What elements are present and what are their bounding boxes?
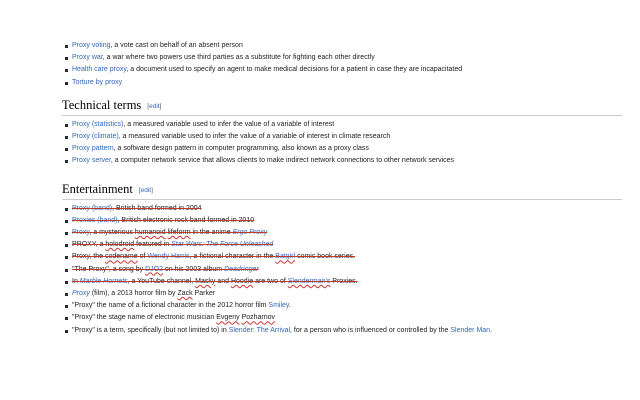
list-item bbox=[62, 40, 622, 52]
list-item bbox=[62, 64, 622, 76]
text-segment: , a mysterious bbox=[89, 229, 135, 237]
section-heading-technical bbox=[62, 98, 622, 116]
bullet-icon bbox=[65, 305, 68, 308]
misspelled-word: Masky bbox=[195, 277, 216, 285]
list-item bbox=[62, 276, 622, 288]
bullet-icon bbox=[65, 208, 68, 211]
list-item bbox=[62, 52, 622, 64]
text-segment: Proxy, the bbox=[72, 253, 105, 261]
text-segment: Parker bbox=[192, 290, 216, 298]
misspelled-word: humanoid bbox=[134, 229, 166, 237]
text-segment: , a fictional character in the bbox=[189, 253, 276, 261]
list-item-text: , a measured variable used to infer the value of a variable of interest bbox=[123, 120, 335, 128]
proxy-pattern-link[interactable]: Proxy pattern bbox=[72, 145, 114, 153]
bullet-icon bbox=[65, 69, 68, 72]
list-item bbox=[62, 312, 622, 324]
list-item bbox=[62, 325, 622, 337]
text-segment: , a YouTube channel, bbox=[127, 277, 196, 285]
slender-arrival-link[interactable]: Slender: The Arrival bbox=[228, 326, 291, 334]
list-item-text: , British electronic rock band formed in 2010 bbox=[117, 216, 255, 224]
bullet-icon bbox=[65, 220, 68, 223]
text-segment: "The Proxy", a song by bbox=[72, 265, 146, 273]
top-list bbox=[62, 40, 622, 89]
text-segment: PROXY, a bbox=[72, 241, 106, 249]
text-segment: "Proxy" the stage name of electronic musician bbox=[72, 314, 217, 322]
list-item bbox=[62, 155, 622, 167]
text-segment: in the anime bbox=[190, 229, 233, 237]
wendy-harris-link[interactable]: Wendy Harris bbox=[147, 253, 190, 261]
torture-by-proxy-link[interactable]: Torture by proxy bbox=[72, 78, 123, 86]
list-item bbox=[62, 143, 622, 155]
bullet-icon bbox=[65, 136, 68, 139]
technical-list bbox=[62, 119, 622, 168]
bullet-icon bbox=[65, 57, 68, 60]
text-segment: . bbox=[288, 302, 291, 310]
text-segment: , for a person who is influenced or controlled by the bbox=[290, 326, 451, 334]
misspelled-word: Pozharnov bbox=[241, 314, 276, 322]
bullet-icon bbox=[65, 256, 68, 259]
misspelled-word: holodroid bbox=[105, 241, 135, 249]
ergo-proxy-link[interactable]: Ergo Proxy bbox=[232, 229, 268, 237]
deadringer-link[interactable]: Deadringer bbox=[224, 265, 259, 273]
text-segment: In bbox=[72, 277, 80, 285]
bullet-icon bbox=[65, 269, 68, 272]
bullet-icon bbox=[65, 232, 68, 235]
heading-text: Technical terms bbox=[62, 97, 142, 112]
bullet-icon bbox=[65, 330, 68, 333]
bullet-icon bbox=[65, 82, 68, 85]
list-item-text: , a computer network service that allows clients to make indirect network connections to other network services bbox=[110, 157, 455, 165]
list-item bbox=[62, 203, 622, 215]
bullet-icon bbox=[65, 124, 68, 127]
heading-text: Entertainment bbox=[62, 181, 133, 196]
list-item-text: , a software design pattern in computer programming, also known as a proxy class bbox=[113, 145, 369, 153]
bullet-icon bbox=[65, 45, 68, 48]
proxy-film-link[interactable]: Proxy bbox=[72, 290, 90, 298]
list-item bbox=[62, 288, 622, 300]
text-segment: Proxies. bbox=[330, 277, 358, 285]
misspelled-word: Evgeny bbox=[216, 314, 240, 322]
text-segment: "Proxy" is a term, specifically (but not limited to) in bbox=[72, 326, 229, 334]
text-segment: . bbox=[490, 326, 493, 334]
proxy-server-link[interactable]: Proxy server bbox=[72, 157, 111, 165]
list-item bbox=[62, 119, 622, 131]
list-item-text: , a vote cast on behalf of an absent person bbox=[110, 42, 243, 49]
list-item bbox=[62, 131, 622, 143]
batgirl-link[interactable]: Batgirl bbox=[275, 253, 296, 261]
list-item-text: , a document used to specify an agent to make medical decisions for a patient in case they are incapacitated bbox=[126, 66, 463, 74]
smiley-link[interactable]: Smiley bbox=[268, 302, 289, 310]
djo2-link[interactable]: DJO2 bbox=[145, 265, 163, 273]
list-item bbox=[62, 215, 622, 227]
bullet-icon bbox=[65, 244, 68, 247]
edit-label[interactable]: edit bbox=[140, 186, 152, 194]
text-segment: on his 2003 album bbox=[162, 265, 225, 273]
list-item bbox=[62, 239, 622, 251]
proxy-climate-link[interactable]: Proxy (climate) bbox=[72, 133, 119, 141]
star-wars-link[interactable]: Star Wars: The Force Unleashed bbox=[171, 241, 274, 249]
text-segment: are two of bbox=[253, 277, 288, 285]
bullet-icon bbox=[65, 148, 68, 151]
proxies-band-link[interactable]: Proxies (band) bbox=[72, 216, 118, 224]
article-content bbox=[62, 40, 622, 337]
health-care-proxy-link[interactable]: Health care proxy bbox=[72, 66, 127, 74]
bullet-icon bbox=[65, 160, 68, 163]
list-item bbox=[62, 300, 622, 312]
proxy-voting-link[interactable]: Proxy voting bbox=[72, 42, 111, 49]
text-segment: and bbox=[215, 277, 231, 285]
slenderman-link[interactable]: Slenderman's bbox=[287, 277, 331, 285]
text-segment: (film), a 2013 horror film by bbox=[89, 290, 178, 298]
edit-section-link[interactable]: [edit] bbox=[138, 186, 153, 194]
misspelled-word: Zack bbox=[177, 290, 193, 298]
text-segment: "Proxy" the name of a fictional character in the 2012 horror film bbox=[72, 302, 269, 310]
proxy-statistics-link[interactable]: Proxy (statistics) bbox=[72, 120, 124, 128]
misspelled-word: codename bbox=[104, 253, 138, 261]
text-segment: of bbox=[137, 253, 148, 261]
list-item-text: , British band formed in 2004 bbox=[112, 204, 202, 212]
entertainment-list bbox=[62, 203, 622, 337]
proxy-link[interactable]: Proxy bbox=[72, 229, 90, 237]
list-item bbox=[62, 264, 622, 276]
proxy-war-link[interactable]: Proxy war bbox=[72, 54, 103, 62]
text-segment: featured in bbox=[134, 241, 172, 249]
misspelled-word: Hoodie bbox=[230, 277, 254, 285]
edit-section-link[interactable]: [edit] bbox=[147, 102, 162, 110]
slender-man-link[interactable]: Slender Man bbox=[450, 326, 491, 334]
bullet-icon bbox=[65, 317, 68, 320]
text-segment: comic book series. bbox=[295, 253, 356, 261]
list-item-text: , a war where two powers use third parties as a substitute for fighting each other directly bbox=[102, 54, 375, 62]
bullet-icon bbox=[65, 281, 68, 284]
proxy-band-link[interactable]: Proxy (band) bbox=[72, 204, 113, 212]
list-item bbox=[62, 227, 622, 239]
section-heading-entertainment bbox=[62, 182, 622, 200]
edit-label[interactable]: edit bbox=[149, 102, 160, 110]
misspelled-word: lifeform bbox=[167, 229, 191, 237]
bullet-icon bbox=[65, 293, 68, 296]
list-item bbox=[62, 77, 622, 89]
marble-hornets-link[interactable]: Marble Hornets bbox=[79, 277, 128, 285]
list-item-text: , a measured variable used to infer the value of a variable of interest in climate research bbox=[118, 133, 391, 141]
list-item bbox=[62, 251, 622, 263]
